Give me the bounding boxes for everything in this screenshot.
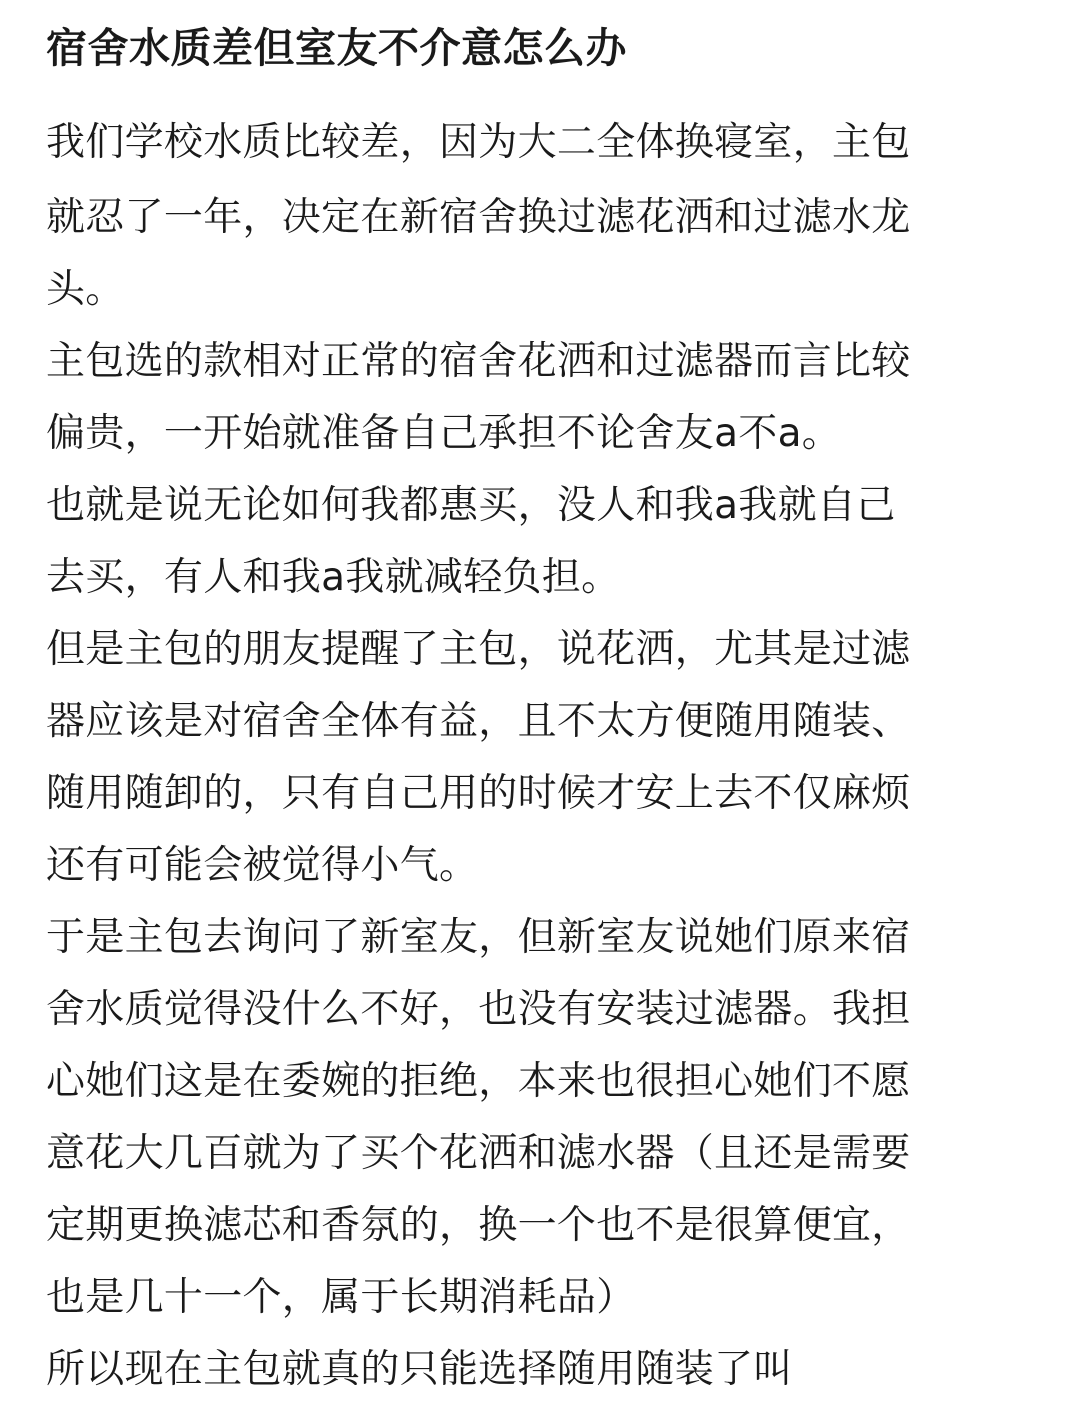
post-body-line: 还有可能会被觉得小气。 <box>46 843 479 888</box>
post-body-line: 意花大几百就为了买个花洒和滤水器（且还是需要 <box>46 1131 911 1176</box>
post-body-line: 心她们这是在委婉的拒绝，本来也很担心她们不愿 <box>46 1059 911 1104</box>
post-body-line: 我们学校水质比较差，因为大二全体换寝室，主包 <box>46 120 911 165</box>
post-body-line: 也就是说无论如何我都惠买，没人和我a我就自己 <box>46 483 896 528</box>
post-body-line: 定期更换滤芯和香氛的，换一个也不是很算便宜， <box>46 1203 911 1248</box>
post-body-line: 也是几十一个，属于长期消耗品） <box>46 1275 636 1320</box>
post-title: 宿舍水质差但室友不介意怎么办 <box>46 24 627 72</box>
post-body-line: 主包选的款相对正常的宿舍花洒和过滤器而言比较 <box>46 339 911 384</box>
post-body-line: 舍水质觉得没什么不好，也没有安装过滤器。我担 <box>46 987 911 1032</box>
post-body-line: 去买，有人和我a我就减轻负担。 <box>46 555 621 600</box>
post-body-line: 所以现在主包就真的只能选择随用随装了叫 <box>46 1347 793 1392</box>
post <box>46 18 1046 1406</box>
post-body <box>46 112 1046 1406</box>
post-body-line: 就忍了一年，决定在新宿舍换过滤花洒和过滤水龙 <box>46 195 911 240</box>
post-body-line: 随用随卸的，只有自己用的时候才安上去不仅麻烦 <box>46 771 911 816</box>
post-body-line: 于是主包去询问了新室友，但新室友说她们原来宿 <box>46 915 911 960</box>
post-body-line: 头。 <box>46 267 125 312</box>
post-body-line: 器应该是对宿舍全体有益，且不太方便随用随装、 <box>46 699 911 744</box>
post-body-line: 偏贵，一开始就准备自己承担不论舍友a不a。 <box>46 411 842 456</box>
post-body-line: 但是主包的朋友提醒了主包，说花洒，尤其是过滤 <box>46 627 911 672</box>
